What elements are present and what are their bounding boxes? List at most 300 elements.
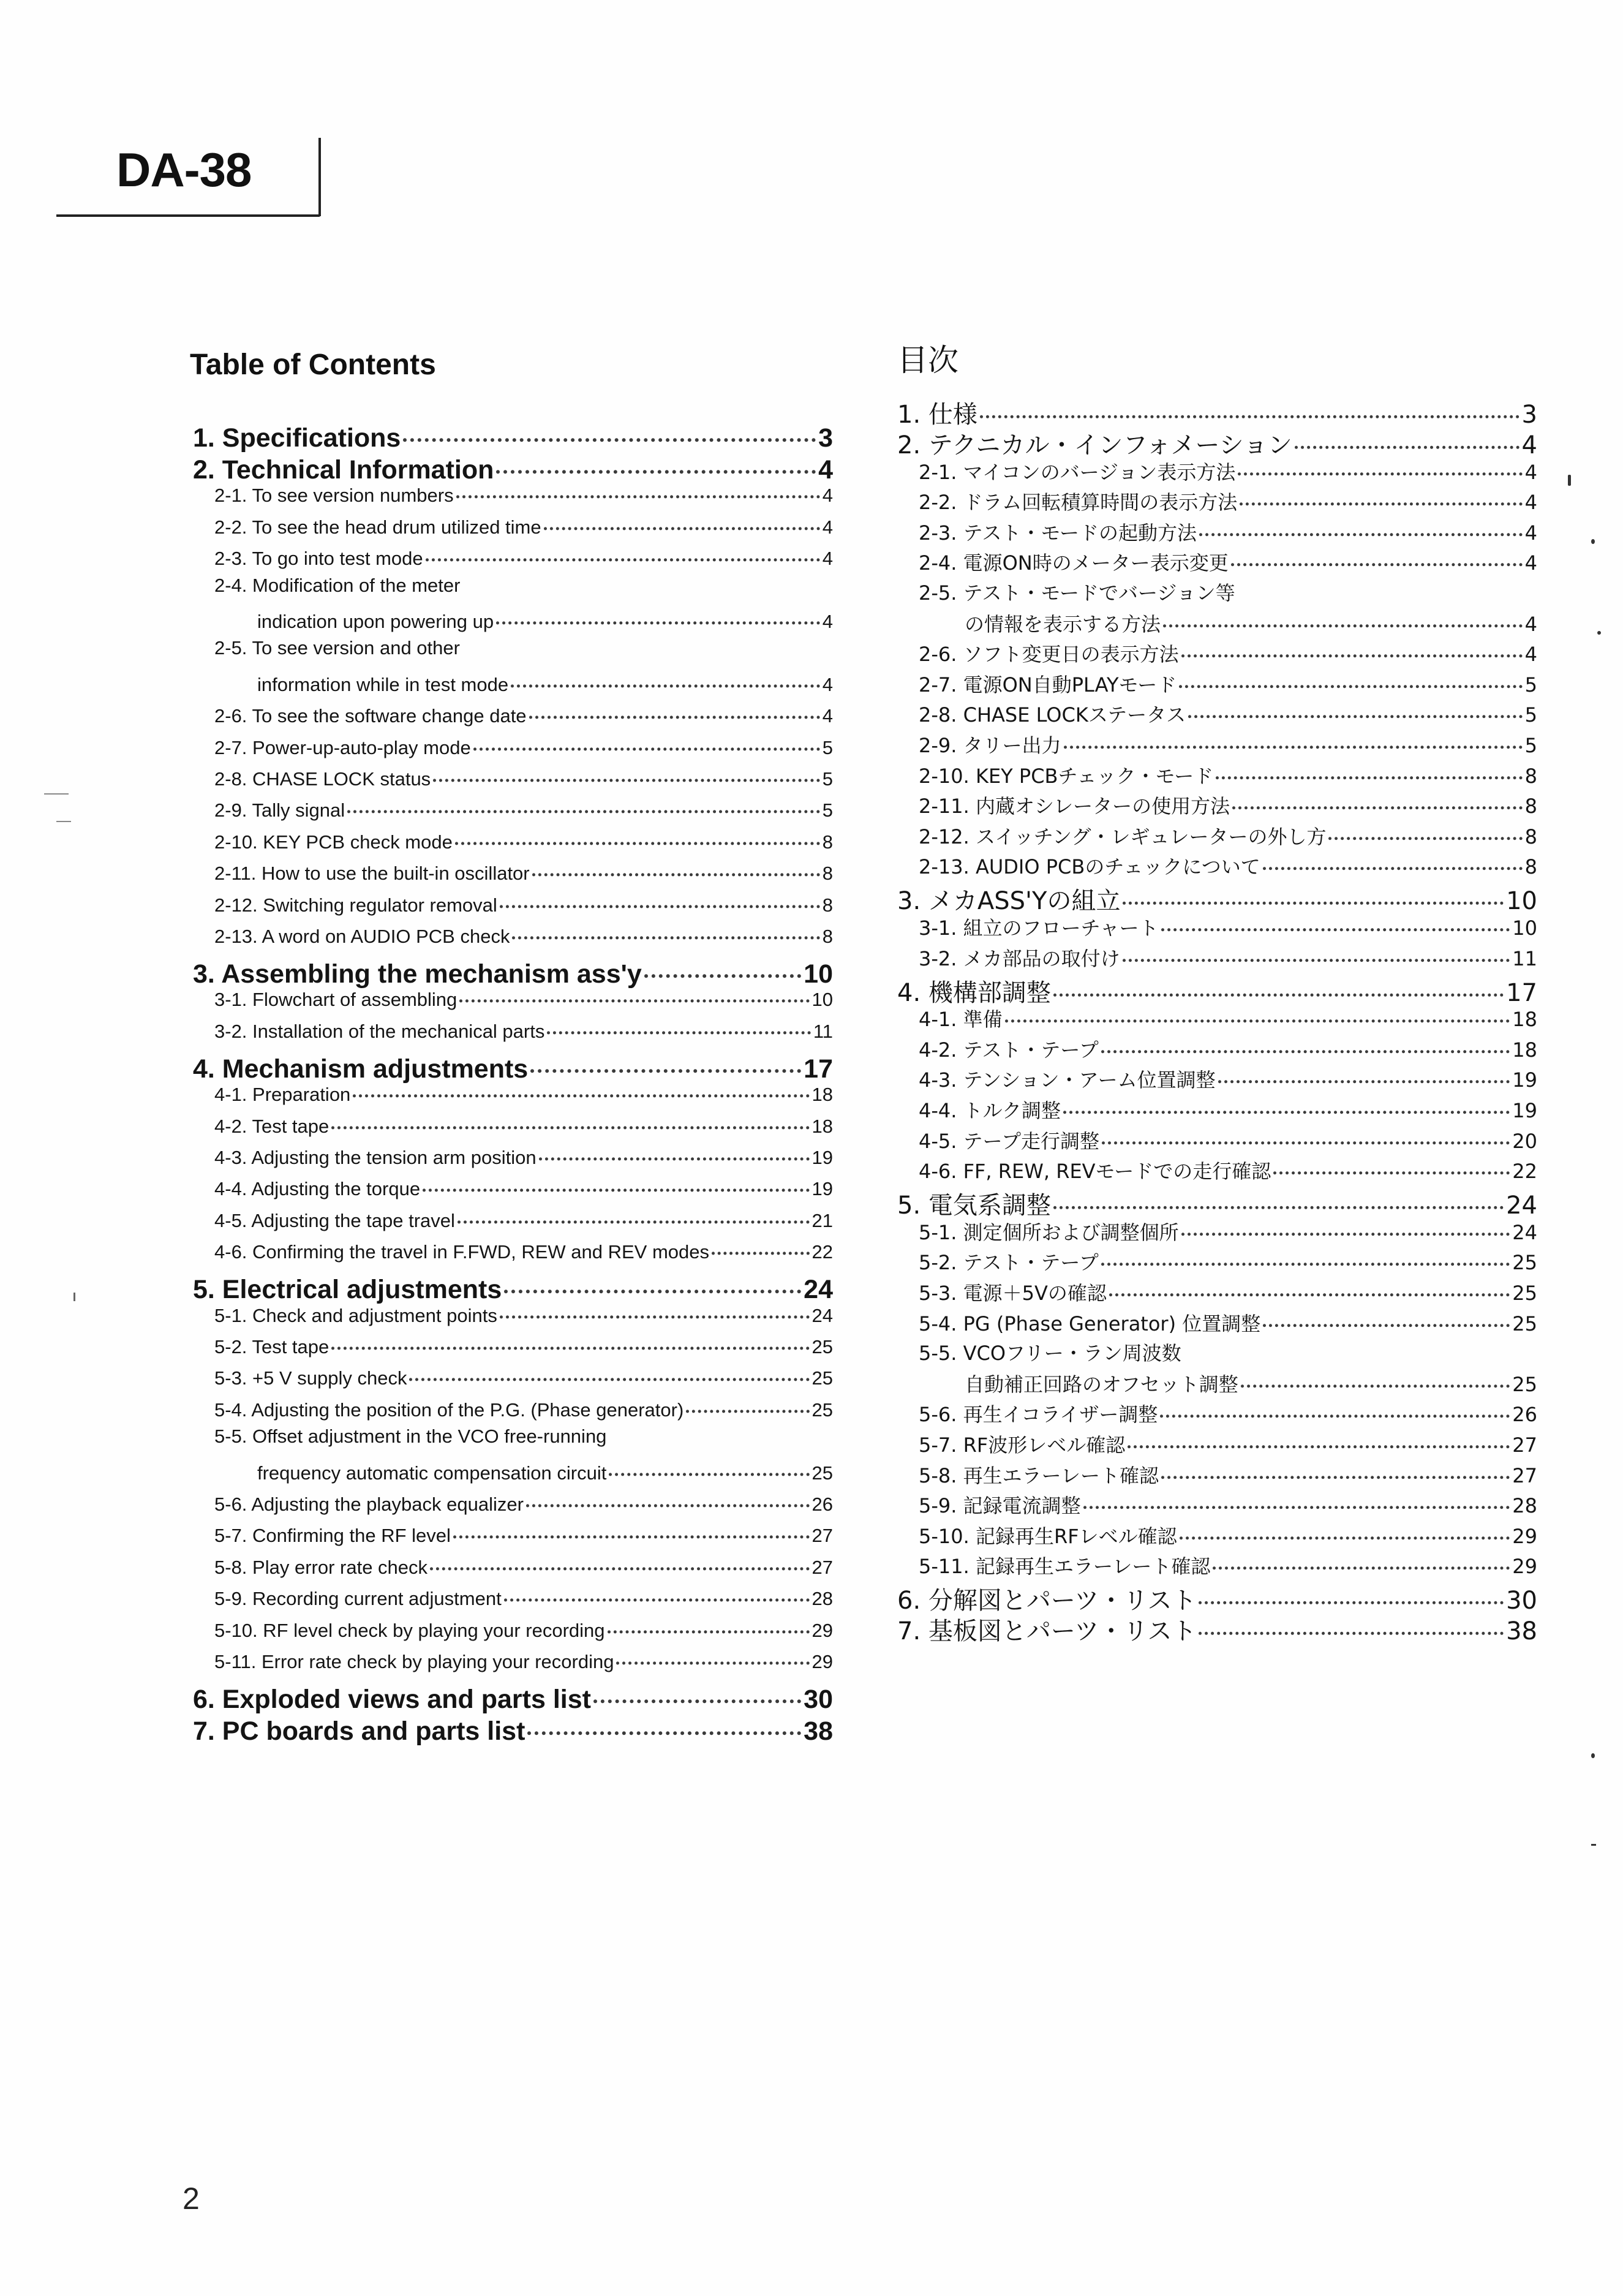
scan-speck [1591, 1844, 1596, 1846]
contents-section-entry [214, 1426, 833, 1448]
dot-leader [455, 823, 820, 845]
contents-entry-label: 5-10. 記録再生RFレベル確認 [919, 1524, 1177, 1548]
contents-entry-label: 3-2. Installation of the mechanical parts [214, 1020, 545, 1042]
contents-entry-page: 5 [822, 768, 833, 790]
contents-section-entry [919, 851, 1537, 880]
scan-speck [1597, 631, 1601, 635]
contents-section-entry [214, 1646, 833, 1673]
contents-entry-label: 4-3. テンション・アーム位置調整 [919, 1068, 1216, 1092]
contents-entry-label: 2-3. テスト・モードの起動方法 [919, 521, 1197, 545]
contents-entry-label: 5-2. テスト・テープ [919, 1251, 1099, 1275]
contents-entry-label: 3-1. 組立のフローチャート [919, 916, 1159, 940]
dot-leader [409, 1359, 809, 1381]
contents-entry-label: 2-1. マイコンのバージョン表示方法 [919, 460, 1236, 484]
contents-entry-label: 2-9. タリー出力 [919, 734, 1061, 757]
contents-section-entry [214, 1331, 833, 1358]
dot-leader [1273, 1152, 1510, 1174]
contents-entry-page: 27 [1512, 1433, 1537, 1457]
contents-entry-label: 2-1. To see version numbers [214, 485, 454, 507]
contents-entry-page: 38 [1506, 1617, 1537, 1646]
contents-entry-page: 27 [812, 1556, 833, 1578]
dot-leader [1181, 635, 1523, 657]
contents-entry-label: 2-11. 内蔵オシレーターの使用方法 [919, 795, 1230, 818]
dot-leader [504, 1580, 810, 1602]
contents-entry-page: 3 [818, 423, 833, 453]
contents-section-entry [919, 1003, 1537, 1032]
contents-section-entry [919, 486, 1537, 515]
contents-section-entry [965, 1369, 1537, 1397]
contents-entry-label: 4-6. FF, REW, REVモードでの走行確認 [919, 1160, 1271, 1184]
dot-leader [433, 760, 820, 782]
dot-leader [616, 1642, 809, 1664]
contents-entry-label: 5-11. Error rate check by playing your recording [214, 1651, 614, 1672]
dot-leader [1218, 1061, 1510, 1084]
dot-leader [1180, 1517, 1510, 1539]
contents-section-entry [919, 790, 1537, 819]
contents-section-entry [919, 1095, 1537, 1123]
dot-leader [423, 1170, 809, 1192]
contents-section-entry [214, 921, 833, 948]
contents-entry-label: 5-6. Adjusting the playback equalizer [214, 1494, 524, 1515]
dot-leader [512, 917, 819, 939]
contents-section-entry [214, 637, 833, 659]
contents-section-entry [214, 1236, 833, 1263]
contents-entry-page: 4 [1524, 643, 1537, 667]
contents-entry-page: 5 [822, 736, 833, 758]
dot-leader [511, 665, 820, 687]
dot-leader [1240, 483, 1522, 505]
contents-entry-label: 4-1. Preparation [214, 1084, 351, 1106]
contents-entry-page: 29 [812, 1619, 833, 1641]
contents-entry-label: 3. メカASS'Yの組立 [897, 887, 1121, 916]
contents-section-entry [919, 1520, 1537, 1549]
dot-leader [331, 1327, 809, 1350]
contents-section-entry [257, 606, 833, 633]
contents-section-entry [214, 1583, 833, 1610]
contents-section-entry [919, 1247, 1537, 1275]
contents-entry-label: 2-6. To see the software change date [214, 705, 527, 727]
contents-entry-page: 19 [1512, 1099, 1537, 1122]
contents-entry-page: 4 [822, 611, 833, 632]
contents-section-entry [214, 1520, 833, 1547]
dot-leader [496, 444, 816, 474]
contents-entry-label: 5-4. PG (Phase Generator) 位置調整 [919, 1312, 1261, 1335]
contents-entry-page: 10 [1512, 916, 1537, 940]
contents-entry-page: 24 [1512, 1220, 1537, 1244]
contents-entry-page: 21 [812, 1209, 833, 1231]
contents-section-entry [919, 760, 1537, 789]
contents-entry-label: 1. Specifications [193, 423, 401, 453]
contents-entry-label: 5-1. Check and adjustment points [214, 1304, 497, 1326]
contents-entry-page: 29 [812, 1651, 833, 1672]
contents-entry-label: 2-12. Switching regulator removal [214, 894, 497, 916]
dot-leader [500, 886, 820, 908]
dot-leader [331, 1107, 809, 1129]
contents-entry-label: 2-13. A word on AUDIO PCB check [214, 926, 510, 947]
contents-entry-page: 25 [1512, 1312, 1537, 1335]
contents-entry-page: 10 [1506, 887, 1537, 916]
dot-leader [644, 948, 801, 978]
contents-entry-page: 19 [1512, 1068, 1537, 1092]
contents-entry-label: 2-5. To see version and other [214, 637, 460, 659]
dot-leader [496, 602, 820, 624]
contents-section-entry [214, 1394, 833, 1421]
dot-leader [1238, 453, 1522, 475]
dot-leader [1328, 817, 1522, 840]
contents-entry-page: 30 [1506, 1587, 1537, 1615]
contents-entry-page: 4 [822, 548, 833, 570]
dot-leader [1123, 877, 1504, 905]
contents-entry-label: 5-5. VCOフリー・ラン周波数 [919, 1342, 1181, 1365]
contents-entry-label: 3-2. メカ部品の取付け [919, 946, 1120, 970]
contents-entry-page: 18 [812, 1084, 833, 1106]
dot-leader [1064, 726, 1523, 749]
dot-leader [712, 1233, 810, 1255]
dot-leader [430, 1548, 809, 1570]
contents-entry-page: 25 [812, 1336, 833, 1358]
contents-entry-page: 11 [813, 1020, 833, 1042]
contents-entry-label: 5-3. 電源＋5Vの確認 [919, 1282, 1107, 1305]
contents-entry-label: 2. テクニカル・インフォメーション [897, 431, 1292, 459]
dot-leader [1179, 665, 1522, 688]
dot-leader [1181, 1213, 1510, 1236]
contents-entry-label: 4-5. Adjusting the tape travel [214, 1209, 455, 1231]
dot-leader [1188, 696, 1522, 719]
contents-section-entry [214, 732, 833, 759]
contents-entry-label: 自動補正回路のオフセット調整 [965, 1372, 1238, 1396]
dot-leader [1163, 605, 1523, 627]
dot-leader [1101, 1244, 1510, 1266]
contents-entry-page: 8 [1524, 764, 1537, 788]
scan-speck [1591, 539, 1595, 544]
contents-entry-label: 4-2. Test tape [214, 1115, 329, 1137]
contents-section-entry [919, 1308, 1537, 1337]
contents-section-entry [919, 912, 1537, 941]
contents-entry-label: 2-2. ドラム回転積算時間の表示方法 [919, 491, 1238, 515]
contents-section-entry [919, 1338, 1537, 1366]
contents-entry-label: 2-9. Tally signal [214, 799, 345, 821]
dot-leader [980, 391, 1519, 418]
contents-entry-page: 5 [1524, 703, 1537, 727]
contents-entry-page: 4 [818, 455, 833, 485]
contents-section-entry [919, 1429, 1537, 1458]
contents-entry-page: 27 [812, 1525, 833, 1547]
contents-section-entry [919, 943, 1537, 972]
contents-entry-page: 8 [822, 894, 833, 916]
dot-leader [1161, 908, 1510, 931]
contents-entry-label: 2-4. 電源ON時のメーター表示変更 [919, 551, 1229, 575]
contents-entry-label: 2-7. 電源ON自動PLAYモード [919, 673, 1177, 697]
contents-section-entry [214, 889, 833, 916]
english-contents-heading: Table of Contents [190, 349, 436, 381]
contents-entry-page: 8 [822, 863, 833, 885]
dot-leader [1123, 939, 1510, 962]
contents-section-entry [919, 547, 1537, 576]
contents-section-entry [919, 1550, 1537, 1579]
page-number: 2 [183, 2181, 200, 2216]
contents-entry-label: 2-10. KEY PCB check mode [214, 831, 453, 853]
dot-leader [544, 508, 820, 530]
contents-entry-page: 25 [812, 1399, 833, 1421]
contents-section-entry [214, 512, 833, 538]
contents-section-entry [214, 1300, 833, 1327]
contents-entry-label: 1. 仕様 [897, 401, 977, 429]
contents-section-entry [214, 858, 833, 885]
model-title-rule [318, 138, 321, 216]
contents-entry-label: の情報を表示する方法 [965, 612, 1161, 636]
dot-leader [1109, 1274, 1510, 1296]
contents-section-entry [214, 1111, 833, 1138]
contents-section-entry [919, 1125, 1537, 1154]
contents-entry-page: 24 [804, 1275, 833, 1305]
contents-entry-page: 25 [1512, 1282, 1537, 1305]
model-title: DA-38 [116, 143, 252, 197]
contents-entry-page: 8 [1524, 855, 1537, 879]
dot-leader [473, 728, 820, 750]
contents-entry-label: 2-13. AUDIO PCBのチェックについて [919, 855, 1260, 879]
contents-entry-label: 4-5. テープ走行調整 [919, 1129, 1100, 1153]
dot-leader [547, 1012, 810, 1034]
contents-entry-label: 3-1. Flowchart of assembling [214, 989, 458, 1011]
contents-entry-label: 3. Assembling the mechanism ass'y [193, 959, 642, 989]
contents-entry-label: 2-11. How to use the built-in oscillator [214, 863, 530, 885]
contents-section-entry [919, 1460, 1537, 1489]
contents-entry-label: 5-9. Recording current adjustment [214, 1588, 502, 1610]
contents-entry-label: 4-4. トルク調整 [919, 1099, 1061, 1122]
dot-leader [1199, 513, 1523, 536]
contents-entry-label: 5-9. 記録電流調整 [919, 1494, 1081, 1518]
contents-entry-page: 4 [1524, 521, 1537, 545]
contents-section-entry [919, 456, 1537, 485]
contents-entry-page: 19 [812, 1178, 833, 1200]
dot-leader [527, 1705, 801, 1735]
contents-entry-page: 8 [1524, 825, 1537, 848]
contents-section-entry [214, 1615, 833, 1642]
contents-entry-page: 38 [804, 1716, 833, 1746]
contents-entry-page: 4 [822, 485, 833, 507]
contents-entry-label: 5-11. 記録再生エラーレート確認 [919, 1555, 1211, 1579]
contents-section-entry [965, 608, 1537, 637]
contents-entry-label: 5-2. Test tape [214, 1336, 329, 1358]
contents-section-entry [214, 826, 833, 853]
contents-entry-page: 4 [822, 516, 833, 538]
contents-section-entry [919, 1277, 1537, 1306]
contents-entry-page: 5 [1524, 673, 1537, 697]
contents-entry-page: 3 [1521, 401, 1537, 429]
contents-entry-label: 4-3. Adjusting the tension arm position [214, 1147, 537, 1168]
contents-entry-label: 6. Exploded views and parts list [193, 1685, 591, 1714]
contents-section-entry [214, 984, 833, 1011]
dot-leader [426, 540, 820, 562]
dot-leader [458, 1201, 810, 1223]
contents-entry-page: 10 [804, 959, 833, 989]
contents-entry-page: 8 [822, 926, 833, 947]
contents-entry-page: 30 [804, 1685, 833, 1714]
contents-entry-page: 4 [1524, 491, 1537, 515]
contents-entry-label: 5-4. Adjusting the position of the P.G. (Phase generator) [214, 1399, 684, 1421]
dot-leader [1053, 1182, 1504, 1209]
contents-entry-label: 4. 機構部調整 [897, 978, 1051, 1007]
contents-entry-label: 2-2. To see the head drum utilized time [214, 516, 541, 538]
contents-entry-page: 18 [1512, 1008, 1537, 1032]
dot-leader [526, 1485, 810, 1507]
contents-entry-label: 5-3. +5 V supply check [214, 1367, 407, 1389]
contents-entry-label: 5. Electrical adjustments [193, 1275, 502, 1305]
contents-chapter-entry [897, 1612, 1537, 1647]
contents-entry-page: 20 [1512, 1129, 1537, 1153]
contents-section-entry [919, 578, 1537, 606]
dot-leader [1063, 1091, 1510, 1114]
contents-section-entry [257, 669, 833, 696]
dot-leader [1232, 787, 1522, 809]
contents-entry-label: 5-6. 再生イコライザー調整 [919, 1403, 1158, 1427]
dot-leader [1101, 1030, 1510, 1053]
contents-entry-page: 8 [1524, 795, 1537, 818]
contents-entry-page: 25 [812, 1462, 833, 1484]
contents-section-entry [214, 575, 833, 597]
contents-section-entry [214, 1552, 833, 1579]
contents-entry-label: 2-10. KEY PCBチェック・モード [919, 764, 1214, 788]
dot-leader [1231, 544, 1523, 567]
contents-entry-page: 18 [1512, 1038, 1537, 1062]
contents-entry-page: 4 [1524, 460, 1537, 484]
contents-section-entry [919, 1155, 1537, 1184]
contents-entry-label: 2. Technical Information [193, 455, 494, 485]
contents-entry-label: 5-8. 再生エラーレート確認 [919, 1463, 1159, 1487]
contents-entry-label: 6. 分解図とパーツ・リスト [897, 1587, 1197, 1615]
dot-leader [609, 1454, 809, 1476]
scan-speck [56, 821, 71, 822]
contents-entry-label: 5-5. Offset adjustment in the VCO free-running [214, 1426, 607, 1448]
contents-section-entry [214, 795, 833, 821]
contents-section-entry [257, 1457, 833, 1484]
dot-leader [608, 1611, 810, 1633]
contents-entry-page: 8 [822, 831, 833, 853]
dot-leader [459, 981, 809, 1003]
contents-section-entry [214, 1142, 833, 1169]
contents-section-entry [919, 730, 1537, 758]
contents-entry-label: 2-8. CHASE LOCK status [214, 768, 431, 790]
contents-entry-label: 4-2. テスト・テープ [919, 1038, 1099, 1062]
contents-entry-label: 5. 電気系調整 [897, 1191, 1051, 1220]
japanese-contents-heading: 目次 [897, 342, 958, 378]
dot-leader [1216, 757, 1522, 779]
contents-entry-label: information while in test mode [257, 673, 509, 695]
contents-section-entry [214, 1173, 833, 1200]
dot-leader [1128, 1426, 1510, 1448]
dot-leader [1295, 421, 1519, 449]
dot-leader [1053, 969, 1504, 996]
dot-leader [1160, 1395, 1510, 1418]
contents-section-entry [214, 1079, 833, 1106]
contents-section-entry [919, 699, 1537, 728]
contents-entry-label: 7. PC boards and parts list [193, 1716, 525, 1746]
contents-entry-label: 2-7. Power-up-auto-play mode [214, 736, 471, 758]
dot-leader [1199, 1607, 1504, 1635]
dot-leader [593, 1673, 801, 1703]
contents-entry-page: 24 [1506, 1191, 1537, 1220]
dot-leader [530, 1043, 801, 1073]
contents-entry-page: 25 [1512, 1251, 1537, 1275]
contents-section-entry [919, 669, 1537, 698]
contents-section-entry [919, 1490, 1537, 1519]
contents-entry-page: 28 [812, 1588, 833, 1610]
contents-entry-page: 26 [1512, 1403, 1537, 1427]
contents-entry-label: 5-7. RF波形レベル確認 [919, 1433, 1126, 1457]
contents-entry-page: 22 [1512, 1160, 1537, 1184]
contents-entry-label: 2-6. ソフト変更日の表示方法 [919, 643, 1179, 667]
contents-section-entry [214, 480, 833, 507]
contents-entry-label: 5-1. 測定個所および調整個所 [919, 1220, 1179, 1244]
contents-entry-page: 19 [812, 1147, 833, 1168]
contents-entry-page: 5 [822, 799, 833, 821]
dot-leader [686, 1391, 809, 1413]
contents-entry-page: 4 [1524, 551, 1537, 575]
dot-leader [532, 855, 820, 877]
dot-leader [1263, 1304, 1510, 1327]
contents-entry-page: 4 [1521, 431, 1537, 459]
dot-leader [403, 412, 816, 442]
contents-section-entry [919, 1064, 1537, 1093]
contents-section-entry [214, 763, 833, 790]
contents-entry-label: 2-4. Modification of the meter [214, 574, 461, 596]
contents-section-entry [214, 1016, 833, 1043]
dot-leader [453, 1517, 810, 1539]
dot-leader [1213, 1547, 1510, 1570]
contents-entry-page: 22 [812, 1241, 833, 1263]
contents-entry-label: 2-3. To go into test mode [214, 548, 423, 570]
scan-speck [1591, 1753, 1595, 1758]
contents-section-entry [214, 1489, 833, 1516]
model-title-underline [56, 214, 320, 217]
dot-leader [500, 1296, 810, 1318]
contents-section-entry [919, 638, 1537, 667]
contents-section-entry [919, 821, 1537, 850]
scan-speck [73, 1293, 75, 1301]
contents-entry-page: 17 [1506, 978, 1537, 1007]
contents-entry-page: 29 [1512, 1555, 1537, 1579]
contents-entry-page: 25 [1512, 1372, 1537, 1396]
dot-leader [456, 477, 820, 499]
dot-leader [529, 697, 820, 719]
contents-entry-label: 4-1. 準備 [919, 1008, 1003, 1032]
dot-leader [1005, 1000, 1510, 1022]
contents-section-entry [214, 700, 833, 727]
contents-entry-page: 27 [1512, 1463, 1537, 1487]
contents-entry-label: 2-5. テスト・モードでバージョン等 [919, 581, 1235, 605]
contents-entry-page: 18 [812, 1115, 833, 1137]
contents-entry-label: indication upon powering up [257, 611, 494, 632]
contents-entry-label: 4-6. Confirming the travel in F.FWD, REW and REV modes [214, 1241, 709, 1263]
contents-entry-page: 4 [1524, 612, 1537, 636]
contents-section-entry [919, 517, 1537, 546]
contents-entry-label: 2-12. スイッチング・レギュレーターの外し方 [919, 825, 1327, 848]
contents-entry-page: 10 [812, 989, 833, 1011]
dot-leader [1263, 848, 1523, 870]
contents-entry-label: 4. Mechanism adjustments [193, 1054, 529, 1084]
contents-entry-page: 4 [822, 673, 833, 695]
contents-entry-page: 29 [1512, 1524, 1537, 1548]
contents-entry-page: 25 [812, 1367, 833, 1389]
dot-leader [347, 791, 820, 814]
contents-entry-label: 5-10. RF level check by playing your recording [214, 1619, 605, 1641]
contents-entry-page: 24 [812, 1304, 833, 1326]
dot-leader [1102, 1122, 1510, 1144]
contents-entry-page: 28 [1512, 1494, 1537, 1518]
dot-leader [539, 1138, 810, 1160]
contents-entry-page: 4 [822, 705, 833, 727]
scan-speck [1568, 475, 1571, 486]
